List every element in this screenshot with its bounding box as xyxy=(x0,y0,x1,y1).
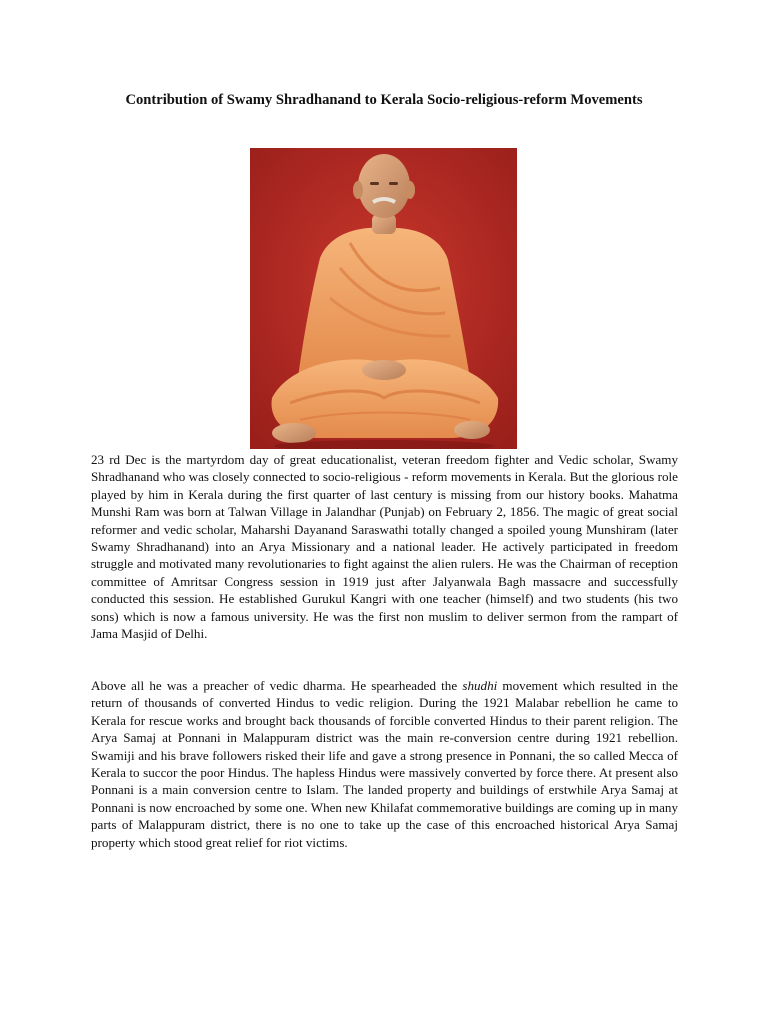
paragraph-2-part-2: movement which resulted in the return of thousands of converted Hindus to vedic religion. During the 1921 Malabar rebellion he came to Kerala for rescue works and brought back thousands of forcible converted Hindus to their parent religion. The Arya Samaj at Ponnani in Malappuram district was the main re-conversion centre during 1921 rebellion. Swamiji and his brave followers risked their life and gave a strong presence in Ponnani, the so called Mecca of Kerala to succor the poor Hindus. The hapless Hindus were massively converted by force there. At present also Ponnani is a main conversion centre to Islam. The landed property and buildings of erstwhile Arya Samaj at Ponnani is now encroached by some one. When new Khilafat commemorative buildings are coming up in many parts of Malappuram district, there is no one to take up the case of this encroached historical Arya Samaj property which stood great relief for riot victims. xyxy=(91,678,678,850)
document-title: Contribution of Swamy Shradhanand to Kerala Socio-religious-reform Movements xyxy=(125,92,643,108)
paragraph-2-part-1: Above all he was a preacher of vedic dharma. He spearheaded the xyxy=(91,678,463,693)
paragraph-1: 23 rd Dec is the martyrdom day of great educationalist, veteran freedom fighter and Vedic scholar, Swamy Shradhanand who was closely connected to socio-religious - reform movements in Kerala. But the glorious role played by him in Kerala during the first quarter of last century is missing from our history books. Mahatma Munshi Ram was born at Talwan Village in Jalandhar (Punjab) on February 2, 1856. The magic of great social reformer and vedic scholar, Maharshi Dayanand Saraswathi totally changed a spoiled young Munshiram (later Swamy Shradhanand) into an Arya Missionary and a national leader. He actively participated in freedom struggle and motivated many revolutionaries to fight against the alien rulers. He was the Chairman of reception committee of Amritsar Congress session in 1919 just after Jalyanwala Bagh massacre and successfully conducted this session. He established Gurukul Kangri with one teacher (himself) and two students (his two sons) which is now a famous university. He was the first non muslim to deliver sermon from the rampart of Jama Masjid of Delhi. xyxy=(91,452,678,642)
portrait-illustration xyxy=(250,148,517,449)
paragraph-2 xyxy=(91,677,678,851)
portrait-image xyxy=(250,148,517,449)
shudhi-term: shudhi xyxy=(462,678,498,693)
